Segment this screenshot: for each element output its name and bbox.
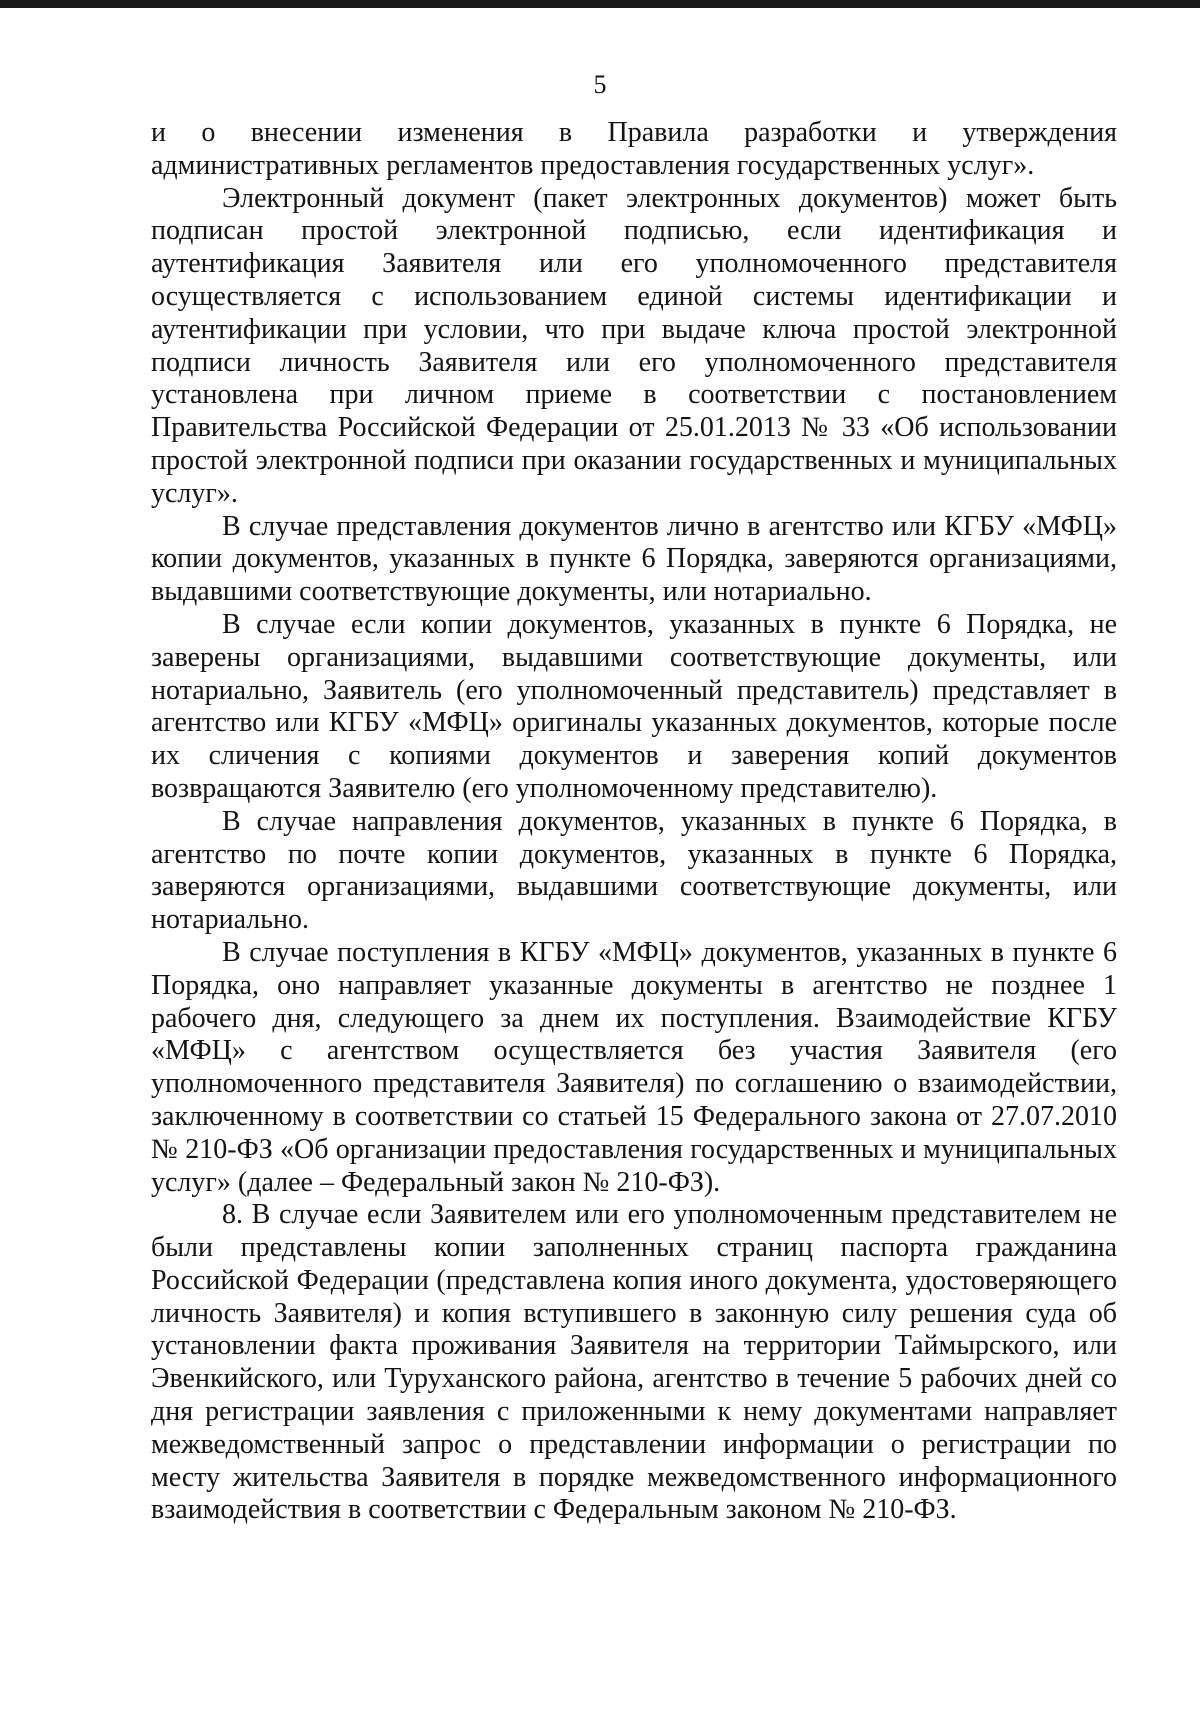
paragraph-mfc-submission: В случае поступления в КГБУ «МФЦ» документов, указанных в пункте 6 Порядка, оно направляет указанные документы в агентство не позднее 1 рабочего дня, следующего за днем их поступления. Взаимодействие КГБУ «МФЦ» с агентством осуществляется без участия Заявителя (его уполномоченного представителя Заявителя) по соглашению о взаимодействии, заключенному в соответствии со статьей 15 Федерального закона от 27.07.2010 № 210-ФЗ «Об организации предоставления государственных и муниципальных услуг» (далее – Федеральный закон № 210-ФЗ). (151, 936, 1117, 1198)
scan-top-border (0, 0, 1200, 8)
page-number: 5 (593, 70, 607, 99)
document-body (151, 117, 1117, 1527)
paragraph-continuation: и о внесении изменения в Правила разработки и утверждения административных регламентов предоставления государственных услуг». (151, 117, 1117, 181)
paragraph-uncertified-copies: В случае если копии документов, указанных в пункте 6 Порядка, не заверены организациями, выдавшими соответствующие документы, или нотариально, Заявитель (его уполномоченный представитель) представляет в агентство или КГБУ «МФЦ» оригиналы указанных документов, которые после их сличения с копиями документов и заверения копий документов возвращаются Заявителю (его уполномоченному представителю). (151, 608, 1117, 804)
paragraph-personal-submission: В случае представления документов лично в агентство или КГБУ «МФЦ» копии документов, указанных в пункте 6 Порядка, заверяются организациями, выдавшими соответствующие документы, или нотариально. (151, 510, 1117, 608)
paragraph-postal-submission: В случае направления документов, указанных в пункте 6 Порядка, в агентство по почте копии документов, указанных в пункте 6 Порядка, заверяются организациями, выдавшими соответствующие документы, или нотариально. (151, 805, 1117, 936)
paragraph-electronic-signature: Электронный документ (пакет электронных документов) может быть подписан простой электронной подписью, если идентификация и аутентификация Заявителя или его уполномоченного представителя осуществляется с использованием единой системы идентификации и аутентификации при условии, что при выдаче ключа простой электронной подписи личность Заявителя или его уполномоченного представителя установлена при личном приеме в соответствии с постановлением Правительства Российской Федерации от 25.01.2013 № 33 «Об использовании простой электронной подписи при оказании государственных и муниципальных услуг». (151, 182, 1117, 509)
paragraph-item-8: 8. В случае если Заявителем или его уполномоченным представителем не были представлены копии заполненных страниц паспорта гражданина Российской Федерации (представлена копия иного документа, удостоверяющего личность Заявителя) и копия вступившего в законную силу решения суда об установлении факта проживания Заявителя на территории Таймырского, или Эвенкийского, или Туруханского района, агентство в течение 5 рабочих дней со дня регистрации заявления с приложенными к нему документами направляет межведомственный запрос о представлении информации о регистрации по месту жительства Заявителя в порядке межведомственного информационного взаимодействия в соответствии с Федеральным законом № 210-ФЗ. (151, 1199, 1117, 1526)
